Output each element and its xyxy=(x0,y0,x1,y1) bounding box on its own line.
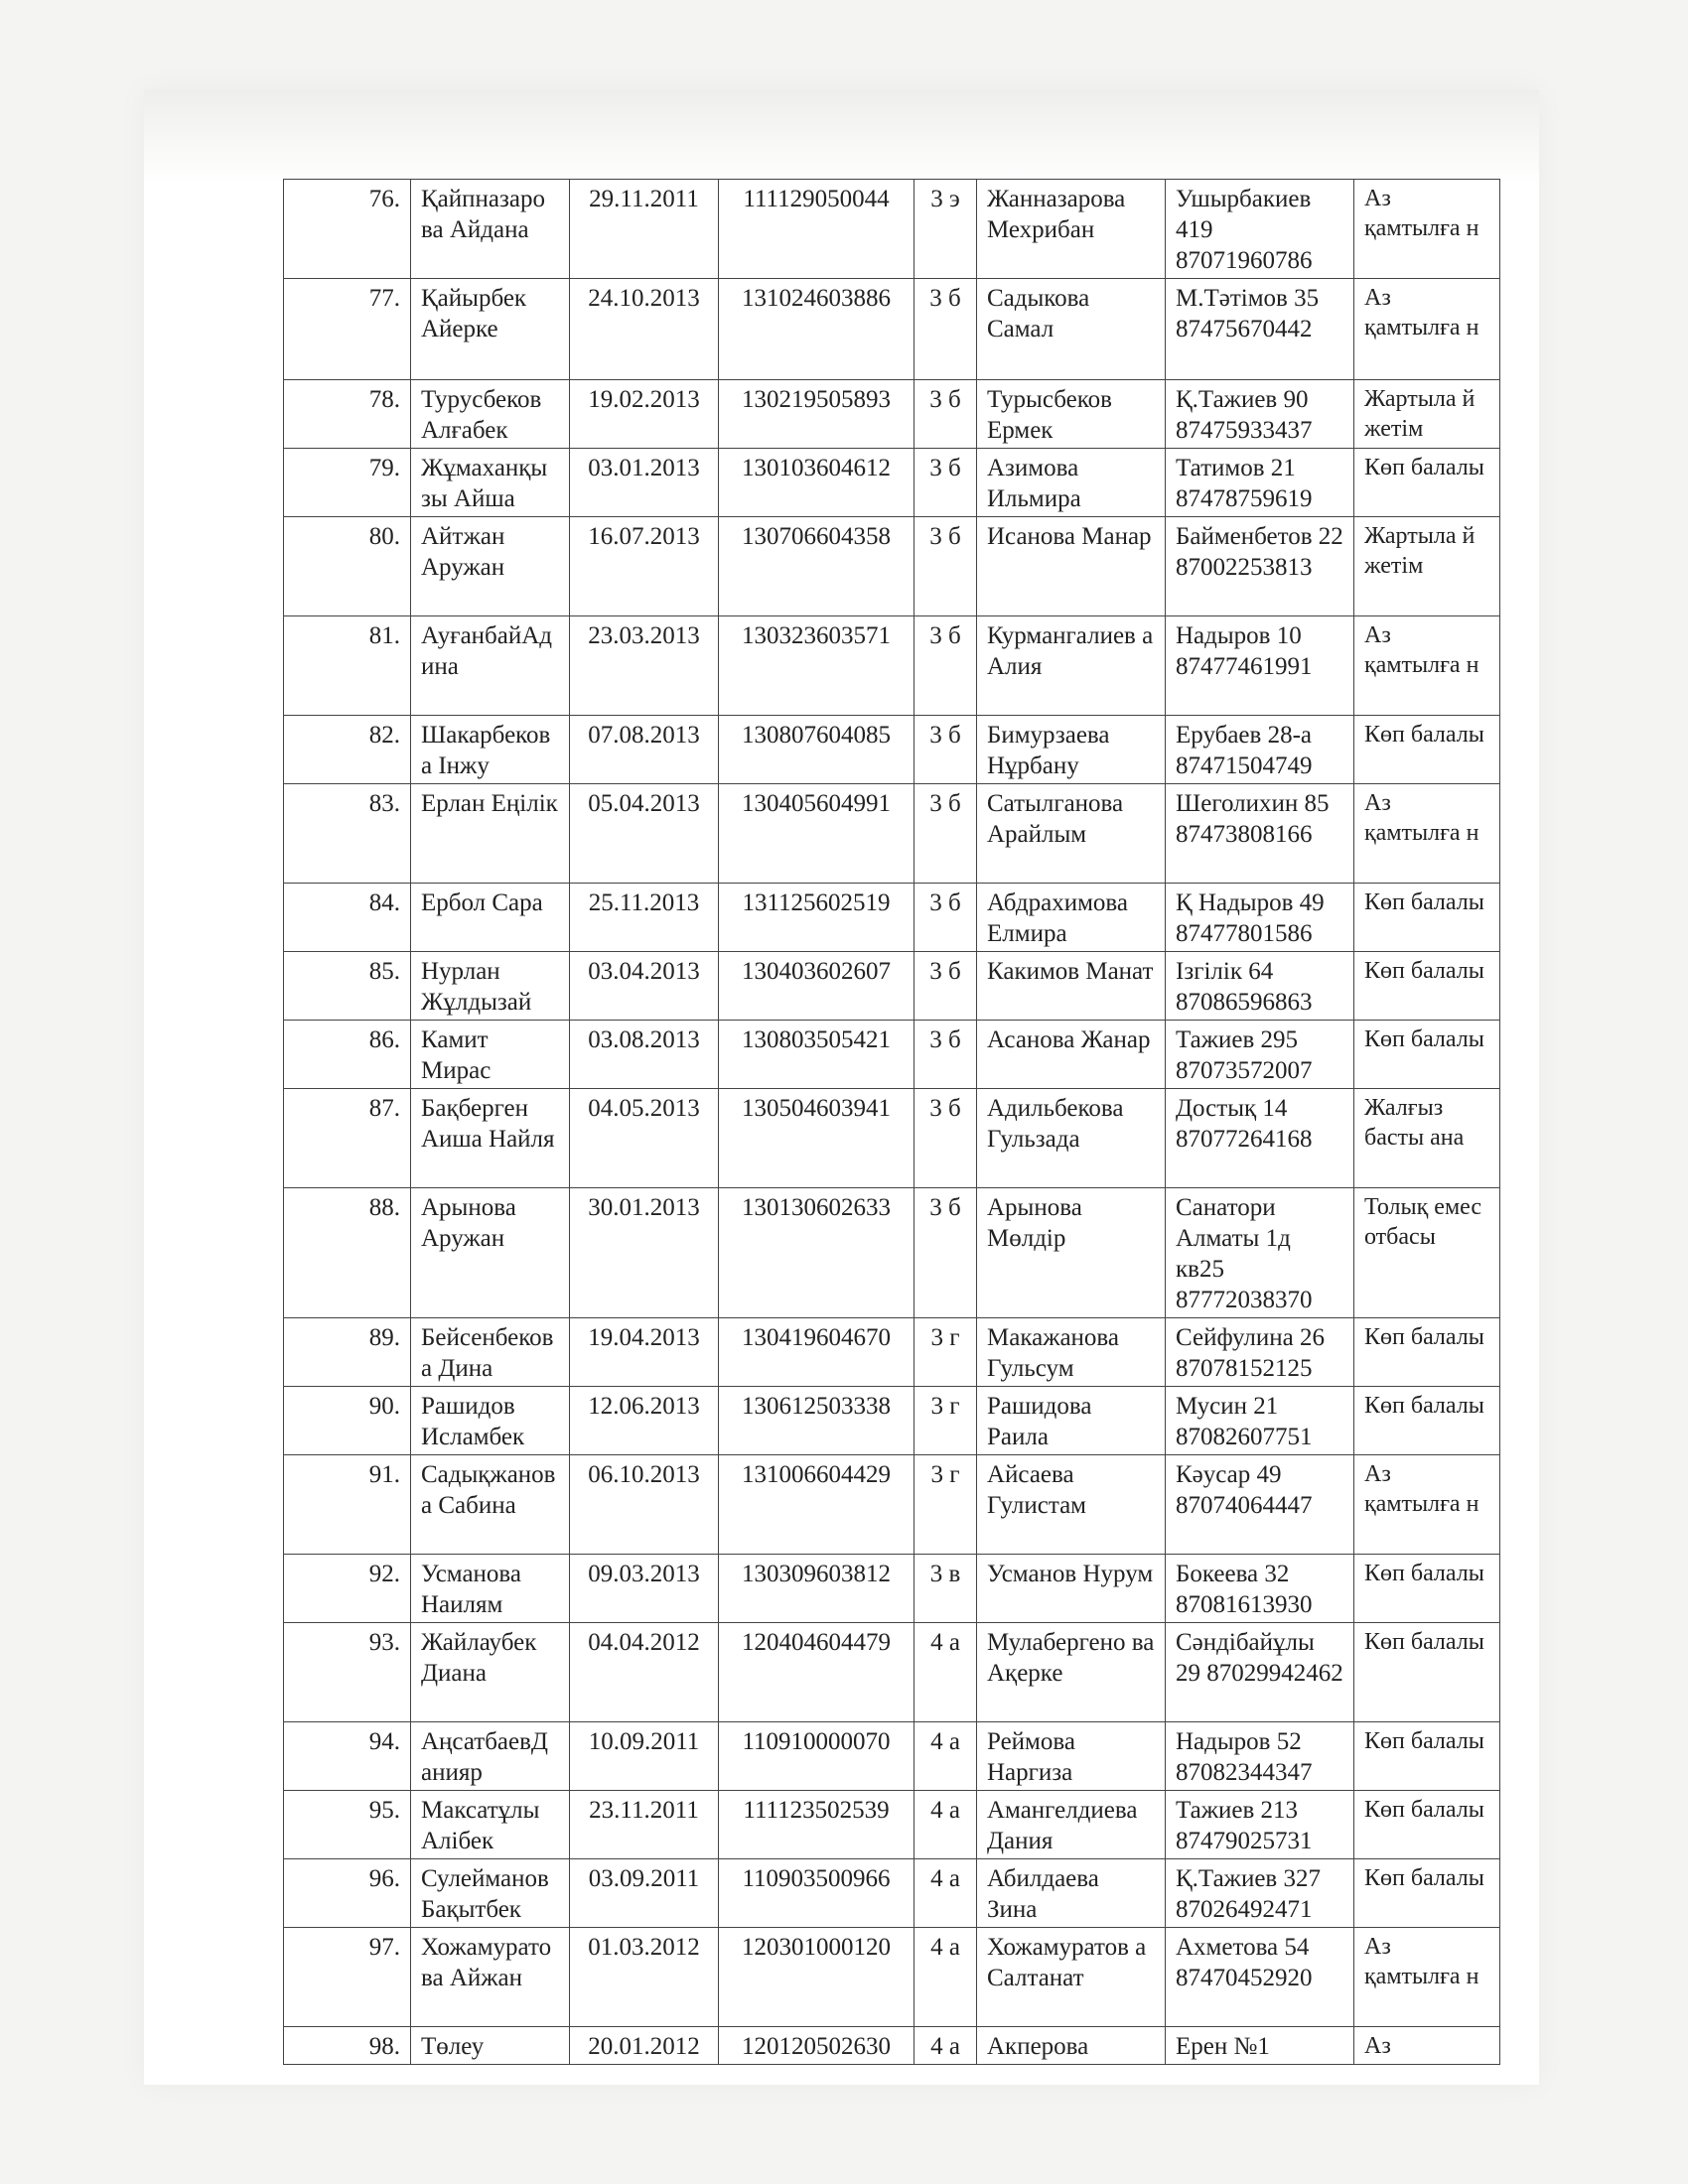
class-grade: 3 б xyxy=(914,1089,977,1188)
class-grade: 3 б xyxy=(914,616,977,716)
table-row xyxy=(284,1188,1500,1318)
student-name: Айтжан Аружан xyxy=(411,517,570,616)
student-name: Рашидов Исламбек xyxy=(411,1387,570,1455)
birth-date: 20.01.2012 xyxy=(570,2027,719,2065)
address-phone: Қ Надыров 49 87477801586 xyxy=(1166,884,1354,952)
parent-name: Акперова xyxy=(977,2027,1166,2065)
student-name: Ерлан Еңілік xyxy=(411,784,570,884)
class-grade: 4 а xyxy=(914,2027,977,2065)
address-phone: Тажиев 295 87073572007 xyxy=(1166,1021,1354,1089)
table-row xyxy=(284,616,1500,716)
table-row xyxy=(284,1089,1500,1188)
birth-date: 09.03.2013 xyxy=(570,1555,719,1623)
parent-name: Айсаева Гулистам xyxy=(977,1455,1166,1555)
iin: 130612503338 xyxy=(719,1387,914,1455)
row-number: 77. xyxy=(284,279,411,380)
iin: 111129050044 xyxy=(719,180,914,279)
parent-name: Усманов Нурум xyxy=(977,1555,1166,1623)
social-category: Көп балалы xyxy=(1354,1387,1500,1455)
class-grade: 4 а xyxy=(914,1623,977,1722)
address-phone: Сейфулина 26 87078152125 xyxy=(1166,1318,1354,1387)
birth-date: 23.11.2011 xyxy=(570,1791,719,1859)
iin: 120404604479 xyxy=(719,1623,914,1722)
address-phone: Ерубаев 28-а 87471504749 xyxy=(1166,716,1354,784)
parent-name: Курмангалиев а Алия xyxy=(977,616,1166,716)
student-name: Хожамурато ва Айжан xyxy=(411,1928,570,2027)
iin: 130103604612 xyxy=(719,449,914,517)
class-grade: 4 а xyxy=(914,1859,977,1928)
row-number: 98. xyxy=(284,2027,411,2065)
birth-date: 05.04.2013 xyxy=(570,784,719,884)
birth-date: 06.10.2013 xyxy=(570,1455,719,1555)
iin: 130807604085 xyxy=(719,716,914,784)
iin: 130219505893 xyxy=(719,380,914,449)
social-category: Көп балалы xyxy=(1354,1791,1500,1859)
social-category: Көп балалы xyxy=(1354,1021,1500,1089)
class-grade: 3 б xyxy=(914,517,977,616)
row-number: 79. xyxy=(284,449,411,517)
table-row xyxy=(284,1928,1500,2027)
address-phone: Татимов 21 87478759619 xyxy=(1166,449,1354,517)
address-phone: Шеголихин 85 87473808166 xyxy=(1166,784,1354,884)
parent-name: Амангелдиева Дания xyxy=(977,1791,1166,1859)
address-phone: Достық 14 87077264168 xyxy=(1166,1089,1354,1188)
class-grade: 3 г xyxy=(914,1455,977,1555)
iin: 131006604429 xyxy=(719,1455,914,1555)
address-phone: Ізгілік 64 87086596863 xyxy=(1166,952,1354,1021)
birth-date: 23.03.2013 xyxy=(570,616,719,716)
table-row xyxy=(284,180,1500,279)
birth-date: 30.01.2013 xyxy=(570,1188,719,1318)
parent-name: Сатылганова Арайлым xyxy=(977,784,1166,884)
row-number: 95. xyxy=(284,1791,411,1859)
parent-name: Исанова Манар xyxy=(977,517,1166,616)
address-phone: М.Тәтімов 35 87475670442 xyxy=(1166,279,1354,380)
student-name: Қайырбек Айерке xyxy=(411,279,570,380)
class-grade: 3 б xyxy=(914,952,977,1021)
social-category: Көп балалы xyxy=(1354,1722,1500,1791)
class-grade: 3 г xyxy=(914,1387,977,1455)
class-grade: 3 в xyxy=(914,1555,977,1623)
social-category: Аз қамтылға н xyxy=(1354,784,1500,884)
row-number: 93. xyxy=(284,1623,411,1722)
social-category: Аз қамтылға н xyxy=(1354,1455,1500,1555)
row-number: 86. xyxy=(284,1021,411,1089)
parent-name: Асанова Жанар xyxy=(977,1021,1166,1089)
social-category: Көп балалы xyxy=(1354,1555,1500,1623)
student-name: Усманова Наилям xyxy=(411,1555,570,1623)
iin: 130706604358 xyxy=(719,517,914,616)
social-category: Көп балалы xyxy=(1354,1859,1500,1928)
row-number: 88. xyxy=(284,1188,411,1318)
row-number: 82. xyxy=(284,716,411,784)
row-number: 84. xyxy=(284,884,411,952)
address-phone: Ушырбакиев 419 87071960786 xyxy=(1166,180,1354,279)
iin: 130803505421 xyxy=(719,1021,914,1089)
class-grade: 3 б xyxy=(914,1021,977,1089)
social-category: Көп балалы xyxy=(1354,449,1500,517)
social-category: Көп балалы xyxy=(1354,716,1500,784)
iin: 130323603571 xyxy=(719,616,914,716)
row-number: 90. xyxy=(284,1387,411,1455)
social-category: Толық емес отбасы xyxy=(1354,1188,1500,1318)
student-name: Бейсенбеков а Дина xyxy=(411,1318,570,1387)
class-grade: 3 э xyxy=(914,180,977,279)
social-category: Аз xyxy=(1354,2027,1500,2065)
row-number: 81. xyxy=(284,616,411,716)
student-name: Ербол Сара xyxy=(411,884,570,952)
table-row xyxy=(284,1387,1500,1455)
row-number: 96. xyxy=(284,1859,411,1928)
iin: 120301000120 xyxy=(719,1928,914,2027)
birth-date: 24.10.2013 xyxy=(570,279,719,380)
row-number: 92. xyxy=(284,1555,411,1623)
student-name: Сулейманов Бақытбек xyxy=(411,1859,570,1928)
parent-name: Бимурзаева Нұрбану xyxy=(977,716,1166,784)
student-name: Төлеу xyxy=(411,2027,570,2065)
address-phone: Тажиев 213 87479025731 xyxy=(1166,1791,1354,1859)
birth-date: 16.07.2013 xyxy=(570,517,719,616)
table-row xyxy=(284,1722,1500,1791)
row-number: 97. xyxy=(284,1928,411,2027)
social-category: Аз қамтылға н xyxy=(1354,1928,1500,2027)
address-phone: Қ.Тажиев 327 87026492471 xyxy=(1166,1859,1354,1928)
birth-date: 19.04.2013 xyxy=(570,1318,719,1387)
iin: 130419604670 xyxy=(719,1318,914,1387)
class-grade: 3 б xyxy=(914,380,977,449)
address-phone: Қ.Тажиев 90 87475933437 xyxy=(1166,380,1354,449)
birth-date: 04.05.2013 xyxy=(570,1089,719,1188)
birth-date: 07.08.2013 xyxy=(570,716,719,784)
address-phone: Сәндібайұлы 29 87029942462 xyxy=(1166,1623,1354,1722)
table-row xyxy=(284,952,1500,1021)
student-name: Турусбеков Алғабек xyxy=(411,380,570,449)
iin: 131024603886 xyxy=(719,279,914,380)
class-grade: 3 б xyxy=(914,279,977,380)
iin: 130403602607 xyxy=(719,952,914,1021)
birth-date: 04.04.2012 xyxy=(570,1623,719,1722)
birth-date: 03.04.2013 xyxy=(570,952,719,1021)
social-category: Аз қамтылға н xyxy=(1354,616,1500,716)
parent-name: Арынова Мөлдір xyxy=(977,1188,1166,1318)
social-category: Аз қамтылға н xyxy=(1354,180,1500,279)
birth-date: 19.02.2013 xyxy=(570,380,719,449)
social-category: Көп балалы xyxy=(1354,952,1500,1021)
address-phone: Бокеева 32 87081613930 xyxy=(1166,1555,1354,1623)
parent-name: Рашидова Раила xyxy=(977,1387,1166,1455)
table-row xyxy=(284,380,1500,449)
social-category: Көп балалы xyxy=(1354,1623,1500,1722)
parent-name: Адильбекова Гульзада xyxy=(977,1089,1166,1188)
parent-name: Турысбеков Ермек xyxy=(977,380,1166,449)
birth-date: 29.11.2011 xyxy=(570,180,719,279)
class-grade: 3 б xyxy=(914,716,977,784)
student-name: Максатұлы Алібек xyxy=(411,1791,570,1859)
iin: 111123502539 xyxy=(719,1791,914,1859)
student-name: Камит Мирас xyxy=(411,1021,570,1089)
birth-date: 12.06.2013 xyxy=(570,1387,719,1455)
table-row xyxy=(284,279,1500,380)
iin: 120120502630 xyxy=(719,2027,914,2065)
birth-date: 01.03.2012 xyxy=(570,1928,719,2027)
table-row xyxy=(284,716,1500,784)
address-phone: Мусин 21 87082607751 xyxy=(1166,1387,1354,1455)
social-category: Жартыла й жетім xyxy=(1354,380,1500,449)
table-row xyxy=(284,1318,1500,1387)
student-name: Шакарбеков а Інжу xyxy=(411,716,570,784)
birth-date: 03.01.2013 xyxy=(570,449,719,517)
iin: 110910000070 xyxy=(719,1722,914,1791)
parent-name: Абилдаева Зина xyxy=(977,1859,1166,1928)
parent-name: Хожамуратов а Салтанат xyxy=(977,1928,1166,2027)
parent-name: Азимова Ильмира xyxy=(977,449,1166,517)
scan-shadow xyxy=(144,89,1539,184)
class-grade: 4 а xyxy=(914,1722,977,1791)
address-phone: Ахметова 54 87470452920 xyxy=(1166,1928,1354,2027)
student-name: Жұмаханқы зы Айша xyxy=(411,449,570,517)
parent-name: Макажанова Гульсум xyxy=(977,1318,1166,1387)
class-grade: 3 г xyxy=(914,1318,977,1387)
class-grade: 3 б xyxy=(914,784,977,884)
iin: 130130602633 xyxy=(719,1188,914,1318)
social-category: Жартыла й жетім xyxy=(1354,517,1500,616)
row-number: 87. xyxy=(284,1089,411,1188)
row-number: 85. xyxy=(284,952,411,1021)
row-number: 83. xyxy=(284,784,411,884)
social-category: Аз қамтылға н xyxy=(1354,279,1500,380)
student-name: Бақберген Аиша Найля xyxy=(411,1089,570,1188)
table-row xyxy=(284,1623,1500,1722)
address-phone: Надыров 52 87082344347 xyxy=(1166,1722,1354,1791)
iin: 130504603941 xyxy=(719,1089,914,1188)
social-category: Жалғыз басты ана xyxy=(1354,1089,1500,1188)
iin: 130405604991 xyxy=(719,784,914,884)
birth-date: 10.09.2011 xyxy=(570,1722,719,1791)
student-name: Арынова Аружан xyxy=(411,1188,570,1318)
row-number: 91. xyxy=(284,1455,411,1555)
social-category: Көп балалы xyxy=(1354,1318,1500,1387)
address-phone: Санатори Алматы 1д кв25 87772038370 xyxy=(1166,1188,1354,1318)
iin: 131125602519 xyxy=(719,884,914,952)
row-number: 76. xyxy=(284,180,411,279)
table-row xyxy=(284,1791,1500,1859)
address-phone: Байменбетов 22 87002253813 xyxy=(1166,517,1354,616)
student-name: Жайлаубек Диана xyxy=(411,1623,570,1722)
birth-date: 03.09.2011 xyxy=(570,1859,719,1928)
student-name: Қайпназаро ва Айдана xyxy=(411,180,570,279)
table-row xyxy=(284,784,1500,884)
table-row xyxy=(284,1455,1500,1555)
row-number: 94. xyxy=(284,1722,411,1791)
row-number: 78. xyxy=(284,380,411,449)
class-grade: 3 б xyxy=(914,449,977,517)
address-phone: Кәусар 49 87074064447 xyxy=(1166,1455,1354,1555)
birth-date: 25.11.2013 xyxy=(570,884,719,952)
address-phone: Ерен №1 xyxy=(1166,2027,1354,2065)
parent-name: Садыкова Самал xyxy=(977,279,1166,380)
table-row xyxy=(284,517,1500,616)
class-grade: 3 б xyxy=(914,1188,977,1318)
social-category: Көп балалы xyxy=(1354,884,1500,952)
address-phone: Надыров 10 87477461991 xyxy=(1166,616,1354,716)
iin: 130309603812 xyxy=(719,1555,914,1623)
class-grade: 4 а xyxy=(914,1928,977,2027)
parent-name: Мулабергено ва Ақерке xyxy=(977,1623,1166,1722)
table-row xyxy=(284,2027,1500,2065)
table-row xyxy=(284,1555,1500,1623)
table-body xyxy=(284,180,1500,2065)
parent-name: Какимов Манат xyxy=(977,952,1166,1021)
student-name: АңсатбаевД анияр xyxy=(411,1722,570,1791)
table-row xyxy=(284,449,1500,517)
students-table xyxy=(283,179,1500,2065)
student-name: Нурлан Жұлдызай xyxy=(411,952,570,1021)
parent-name: Жанназарова Мехрибан xyxy=(977,180,1166,279)
class-grade: 4 а xyxy=(914,1791,977,1859)
iin: 110903500966 xyxy=(719,1859,914,1928)
birth-date: 03.08.2013 xyxy=(570,1021,719,1089)
student-name: Садықжанов а Сабина xyxy=(411,1455,570,1555)
table-row xyxy=(284,1859,1500,1928)
table-row xyxy=(284,884,1500,952)
table-row xyxy=(284,1021,1500,1089)
parent-name: Реймова Наргиза xyxy=(977,1722,1166,1791)
student-name: АуғанбайАд ина xyxy=(411,616,570,716)
class-grade: 3 б xyxy=(914,884,977,952)
row-number: 89. xyxy=(284,1318,411,1387)
row-number: 80. xyxy=(284,517,411,616)
parent-name: Абдрахимова Елмира xyxy=(977,884,1166,952)
